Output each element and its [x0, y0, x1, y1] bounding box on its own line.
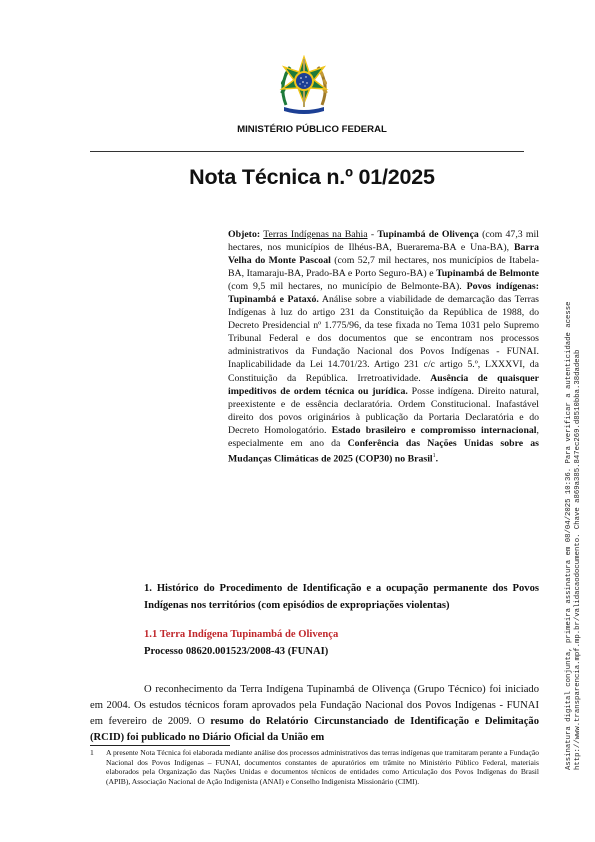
objeto-text: (com 47,3 mil hectares, nos municípios de Ilhéus-BA, Buerarema-BA e Una-BA), [228, 229, 540, 254]
objeto-link[interactable]: Terras Indígenas na Bahia [263, 229, 368, 240]
objeto-text: (com 9,5 mil hectares, no município de Belmonte-BA). [228, 281, 467, 293]
signature-line-1: Assinatura digital conjunta, primeira assinatura em 08/04/2025 10:36. Para verificar a autenticidade acesse [565, 301, 573, 770]
objeto-label: Objeto: [228, 229, 261, 240]
document-title: Nota Técnica n.º 01/2025 [189, 165, 435, 189]
objeto-bold: Conferência das Nações Unidas sobre as Mudanças Climáticas de 2025 (COP30) no Brasil [228, 437, 539, 465]
paragraph-bold: resumo do Relatório Circunstanciado de Identificação e Delimitação (RCID) foi publicado no Diário Oficial da União em [90, 716, 540, 744]
objeto-bold: Barra Velha do Monte Pascoal [228, 242, 539, 267]
objeto-bold: Tupinambá de Olivença [377, 229, 479, 240]
objeto-text: Análise sobre a viabilidade de demarcação das Terras Indígenas à luz do artigo 231 da Constituição da República de 1988, do Decreto Presidencial nº 1.775/96, da tese fixada no Tema 1031 pelo Supremo Tribunal Federal e dos documentos que se encontram nos processos administrativos da Fundação Nacional dos Povos Indígenas - FUNAI. Inaplicabilidade da Lei 14.701/23. Artigo 231 c/c artigo 5.º, LXXXVI, da Constituição da República. Irretroatividade. [228, 294, 539, 384]
ministry-name: MINISTÉRIO PÚBLICO FEDERAL [237, 124, 387, 135]
objeto-bold: Estado brasileiro e compromisso internacional [331, 424, 537, 436]
header-divider [90, 151, 524, 152]
objeto-bold: Povos indígenas: Tupinambá e Pataxó. [228, 281, 539, 306]
objeto-paragraph [228, 228, 539, 465]
section-heading: 1. Histórico do Procedimento de Identificação e a ocupação permanente dos Povos Indígenas nos territórios (com episódios de expropriações violentas) [144, 583, 539, 611]
signature-line-2[interactable]: http://www.transparencia.mpf.mp.br/validacaodocumento. Chave a869a385.847ec269.d8510bba.38dadeab [573, 349, 582, 770]
objeto-bold: Ausência de quaisquer impeditivos de ordem técnica ou jurídica. [228, 372, 539, 397]
paragraph-text: O reconhecimento da Terra Indígena Tupinambá de Olivença (Grupo Técnico) foi iniciado em 2004. Os estudos técnicos foram aprovados pela Fundação Nacional dos Povos Indígenas - FUNAI em fevereiro de 2009. O [90, 684, 539, 728]
signature-note [565, 230, 582, 770]
body-paragraph [90, 682, 539, 746]
objeto-bold: . [435, 453, 439, 465]
process-number: Processo 08620.001523/2008-43 (FUNAI) [144, 646, 329, 657]
footnote-ref[interactable]: 1 [432, 452, 436, 459]
objeto-text: (com 52,7 mil hectares, nos municípios de Itabela-BA, Itamaraju-BA, Prado-BA e Porto Seguro-BA) e [228, 255, 539, 280]
subsection-heading: 1.1 Terra Indígena Tupinambá de Olivença [144, 629, 339, 640]
coat-of-arms-icon [276, 55, 332, 117]
footnote-divider [90, 745, 230, 746]
objeto-text: - [367, 229, 378, 240]
footnote-number: 1 [90, 748, 94, 757]
objeto-text: Posse indígena. Direito natural, preexistente e de essência declaratória. Ordem Constitucional. Inafastável direito dos povos originários à publicação da Portaria Declaratória e do Decreto Homologatório. [228, 385, 539, 436]
objeto-bold: Tupinambá de Belmonte [436, 268, 539, 280]
objeto-text: , especialmente em ano da [228, 424, 539, 449]
footnote-text: A presente Nota Técnica foi elaborada mediante análise dos processos administrativos das terras indígenas que tramitaram perante a Fundação Nacional dos Povos Indígenas – FUNAI, documentos constantes de apuratórios em trâmite no Ministério Público Federal, materiais elaborados pela Organização das Nações Unidas e documentos técnicos de entidades como Articulação dos Povos Indígenas do Brasil (APIB), Associação Nacional de Ação Indigenista (ANAI) e Conselho Indigenista Missionário (CIMI). [106, 748, 539, 786]
